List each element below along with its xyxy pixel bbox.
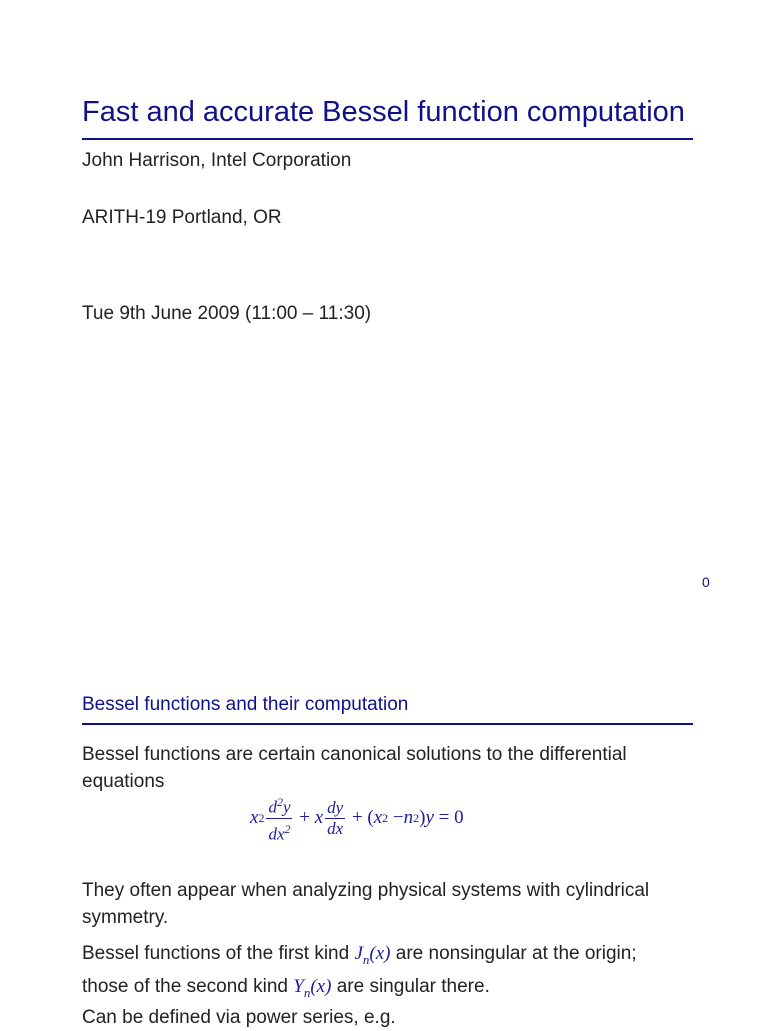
second-kind-text: those of the second kind	[82, 975, 288, 997]
title-underline	[82, 138, 693, 140]
second-derivative-fraction: $\frac{d^2y}{dx^2}$	[266, 792, 292, 844]
page-number: 0	[702, 574, 710, 590]
kinds-paragraph	[82, 940, 702, 1006]
first-derivative-fraction: $\frac{dy}{dx}$	[327, 797, 344, 838]
venue-line: ARITH-19 Portland, OR	[82, 207, 282, 228]
intro-paragraph: Bessel functions are certain canonical solutions to the differential equations	[82, 744, 627, 792]
physical-systems-paragraph: They often appear when analyzing physical systems with cylindrical symmetry.	[82, 880, 650, 928]
bessel-differential-equation: x 2 $\frac{d^2y}{dx^2}$ + x $\frac{dy}{dx}$ + ( x 2 − n 2 ) y = 0	[250, 792, 550, 844]
first-kind-text: Bessel functions of the first kind	[82, 943, 350, 964]
bessel-y-symbol: $Y_n(x)$	[293, 975, 332, 1000]
power-series-paragraph: Can be defined via power series, e.g.	[82, 1007, 396, 1028]
section-title: Bessel functions and their computation	[82, 694, 409, 715]
author-line: John Harrison, Intel Corporation	[82, 150, 352, 171]
section-underline	[82, 723, 693, 725]
nonsingular-text: are nonsingular at the origin;	[395, 943, 637, 964]
bessel-j-symbol: $J_n(x)$	[354, 943, 391, 967]
date-line: Tue 9th June 2009 (11:00 – 11:30)	[82, 303, 372, 324]
singular-text: are singular there.	[336, 975, 490, 997]
slide-title: Fast and accurate Bessel function computation	[82, 96, 685, 128]
